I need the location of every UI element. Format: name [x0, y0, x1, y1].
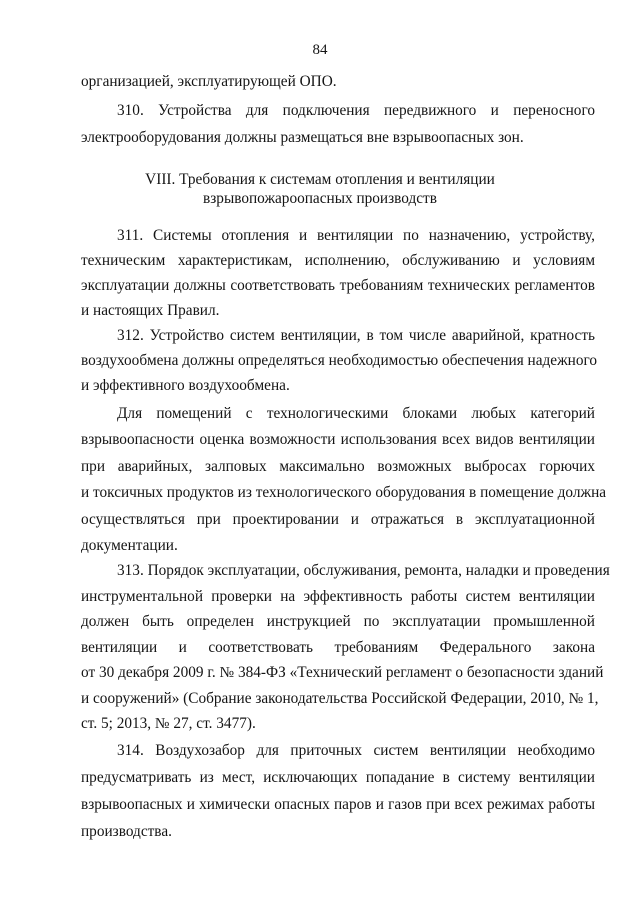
text-line: при аварийных, залповых максимально возможных выбросах горючих [81, 458, 595, 475]
text-line: электрооборудования должны размещаться вне взрывоопасных зон. [81, 129, 524, 146]
section-heading-line-1: VIII. Требования к системам отопления и вентиляции [145, 171, 495, 188]
text-line: 314. Воздухозабор для приточных систем вентиляции необходимо [117, 742, 595, 759]
text-line: и эффективного воздухообмена. [81, 377, 290, 394]
text-line: 312. Устройство систем вентиляции, в том числе аварийной, кратность [117, 327, 595, 344]
page-number: 84 [312, 42, 328, 58]
text-line: воздухообмена должны определяться необходимостью обеспечения надежного [81, 352, 598, 369]
text-line: и сооружений» (Собрание законодательства Российской Федерации, 2010, № 1, [81, 690, 599, 707]
text-line: Для помещений с технологическими блоками любых категорий [117, 405, 595, 422]
text-line: и настоящих Правил. [81, 302, 220, 319]
text-line: и токсичных продуктов из технологического оборудования в помещение должна [81, 484, 607, 501]
text-line: вентиляции и соответствовать требованиям Федерального закона [81, 639, 595, 656]
text-line: техническим характеристикам, исполнению, обслуживанию и условиям [81, 252, 595, 269]
text-line: взрывоопасности оценка возможности использования всех видов вентиляции [81, 431, 595, 448]
text-line: ст. 5; 2013, № 27, ст. 3477). [81, 715, 256, 732]
text-line: предусматривать из мест, исключающих попадание в систему вентиляции [81, 769, 595, 786]
section-heading-line-2: взрывопожароопасных производств [203, 190, 437, 207]
text-line: должен быть определен инструкцией по эксплуатации промышленной [81, 613, 595, 630]
text-line: документации. [81, 537, 178, 554]
text-line: от 30 декабря 2009 г. № 384-ФЗ «Технический регламент о безопасности зданий [81, 664, 604, 681]
text-line: производства. [81, 823, 172, 840]
text-line: осуществляться при проектировании и отражаться в эксплуатационной [81, 511, 595, 528]
text-line: 311. Системы отопления и вентиляции по назначению, устройству, [117, 227, 595, 244]
text-line: взрывоопасных и химически опасных паров и газов при всех режимах работы [81, 796, 595, 813]
text-line: организацией, эксплуатирующей ОПО. [81, 73, 337, 90]
text-line: 310. Устройства для подключения передвижного и переносного [117, 102, 595, 119]
text-line: инструментальной проверки на эффективность работы систем вентиляции [81, 588, 595, 605]
text-line: 313. Порядок эксплуатации, обслуживания, ремонта, наладки и проведения [117, 562, 610, 579]
text-line: эксплуатации должны соответствовать требованиям технических регламентов [81, 277, 595, 294]
